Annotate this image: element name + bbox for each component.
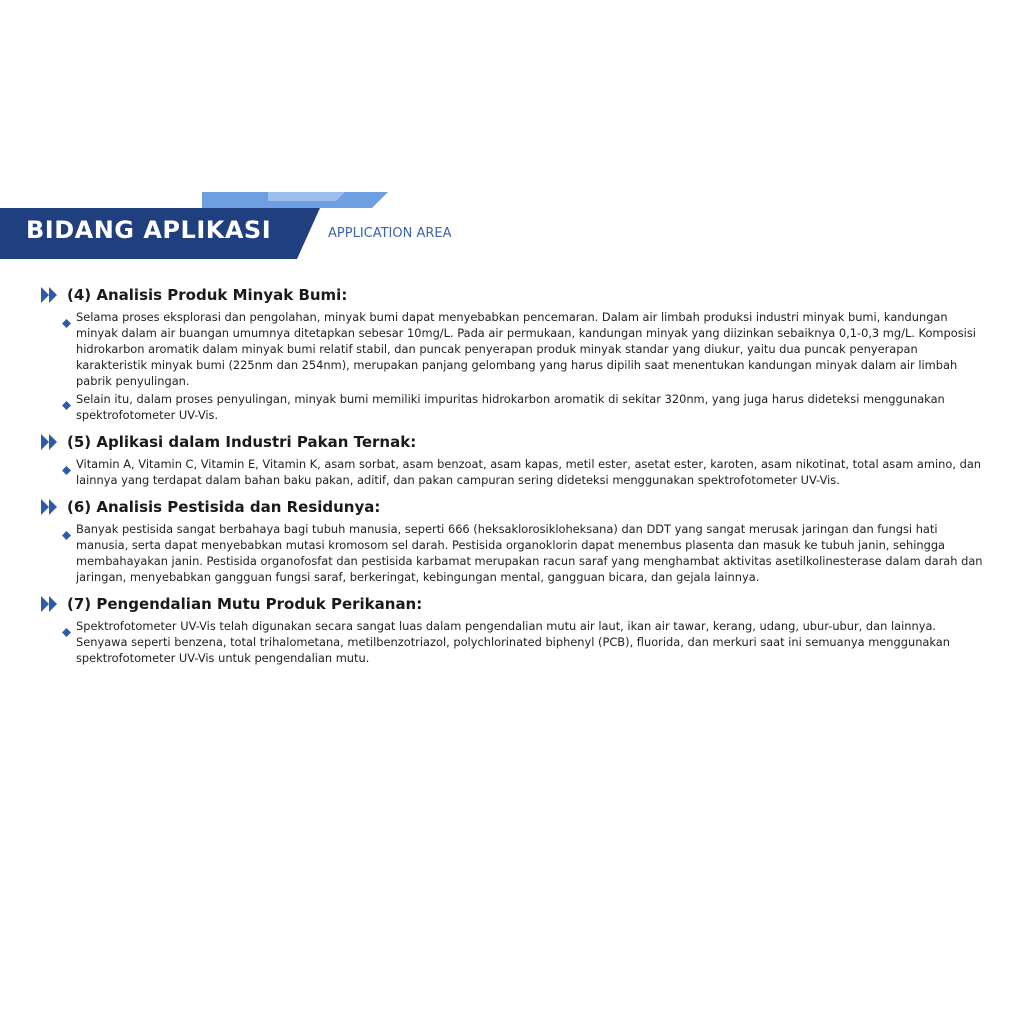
bullet-text: Vitamin A, Vitamin C, Vitamin E, Vitamin K, asam sorbat, asam benzoat, asam kapas, metil ester, asetat ester, karoten, asam nikotinat, total asam amino, dan lainnya yang terdapat dalam bahan baku pakan, aditif, dan pakan campuran sering dideteksi menggunakan spektrofotometer UV-Vis.: [76, 457, 982, 487]
section-pestisida: [40, 496, 984, 585]
diamond-bullet-icon: [62, 618, 76, 641]
section-perikanan: [40, 593, 984, 666]
bullet-text: Selain itu, dalam proses penyulingan, minyak bumi memiliki impuritas hidrokarbon aromatik di sekitar 320nm, yang juga harus dideteksi menggunakan spektrofotometer UV-Vis.: [76, 392, 945, 422]
page-title: BIDANG APLIKASI: [26, 216, 272, 244]
double-chevron-right-icon: [40, 286, 60, 304]
bullet-text: Banyak pestisida sangat berbahaya bagi tubuh manusia, seperti 666 (heksaklorosikloheksana) dan DDT yang sangat merusak jaringan dan fungsi hati manusia, serta dapat menyebabkan mutasi kromosom sel darah. Pestisida organoklorin dapat menembus plasenta dan masuk ke tubuh janin, sehingga membahayakan janin. Pestisida organofosfat dan pestisida karbamat merupakan racun saraf yang menghambat aktivitas asetilkolinesterase dalam darah dan jaringan, menyebabkan gangguan fungsi saraf, berkeringat, kebingungan mental, gangguan bicara, dan gejala lainnya.: [76, 522, 983, 584]
list-item: [62, 309, 984, 389]
list-item: [62, 618, 984, 666]
bullet-text: Spektrofotometer UV-Vis telah digunakan secara sangat luas dalam pengendalian mutu air laut, ikan air tawar, kerang, udang, ubur-ubur, dan lainnya. Senyawa seperti benzena, total trihalometana, metilbenzotriazol, polychlorinated biphenyl (PCB), fluorida, dan merkuri saat ini semuanya menggunakan spektrofotometer UV-Vis untuk pengendalian mutu.: [76, 619, 950, 665]
double-chevron-right-icon: [40, 433, 60, 451]
section-header: [40, 593, 984, 615]
header-lighter-stripe: [268, 192, 345, 201]
page-subtitle: APPLICATION AREA: [328, 226, 452, 241]
section-header: [40, 284, 984, 306]
section-minyak-bumi: [40, 284, 984, 423]
list-item: [62, 391, 984, 423]
bullet-text: Selama proses eksplorasi dan pengolahan, minyak bumi dapat menyebabkan pencemaran. Dalam air limbah produksi industri minyak bumi, kandungan minyak dalam air buangan umumnya ditetapkan sebesar 10mg/L. Pada air permukaan, kandungan minyak yang diizinkan sebaiknya 0,1-0,3 mg/L. Komposisi hidrokarbon aromatik dalam minyak bumi relatif stabil, dan puncak penyerapan produk minyak standar yang diukur, yaitu dua puncak penyerapan karakteristik minyak bumi (225nm dan 254nm), merupakan panjang gelombang yang harus dipilih saat menentukan kandungan minyak dalam air limbah pabrik penyulingan.: [76, 310, 976, 388]
section-title: (6) Analisis Pestisida dan Residunya:: [67, 498, 381, 516]
diamond-bullet-icon: [62, 521, 76, 544]
double-chevron-right-icon: [40, 595, 60, 613]
section-pakan-ternak: [40, 431, 984, 488]
double-chevron-right-icon: [40, 498, 60, 516]
content-area: [40, 284, 984, 674]
diamond-bullet-icon: [62, 391, 76, 414]
list-item: [62, 521, 984, 585]
diamond-bullet-icon: [62, 309, 76, 332]
list-item: [62, 456, 984, 488]
section-title: (7) Pengendalian Mutu Produk Perikanan:: [67, 595, 423, 613]
diamond-bullet-icon: [62, 456, 76, 479]
section-title: (5) Aplikasi dalam Industri Pakan Ternak:: [67, 433, 417, 451]
section-header: [40, 431, 984, 453]
section-header: [40, 496, 984, 518]
section-title: (4) Analisis Produk Minyak Bumi:: [67, 286, 348, 304]
